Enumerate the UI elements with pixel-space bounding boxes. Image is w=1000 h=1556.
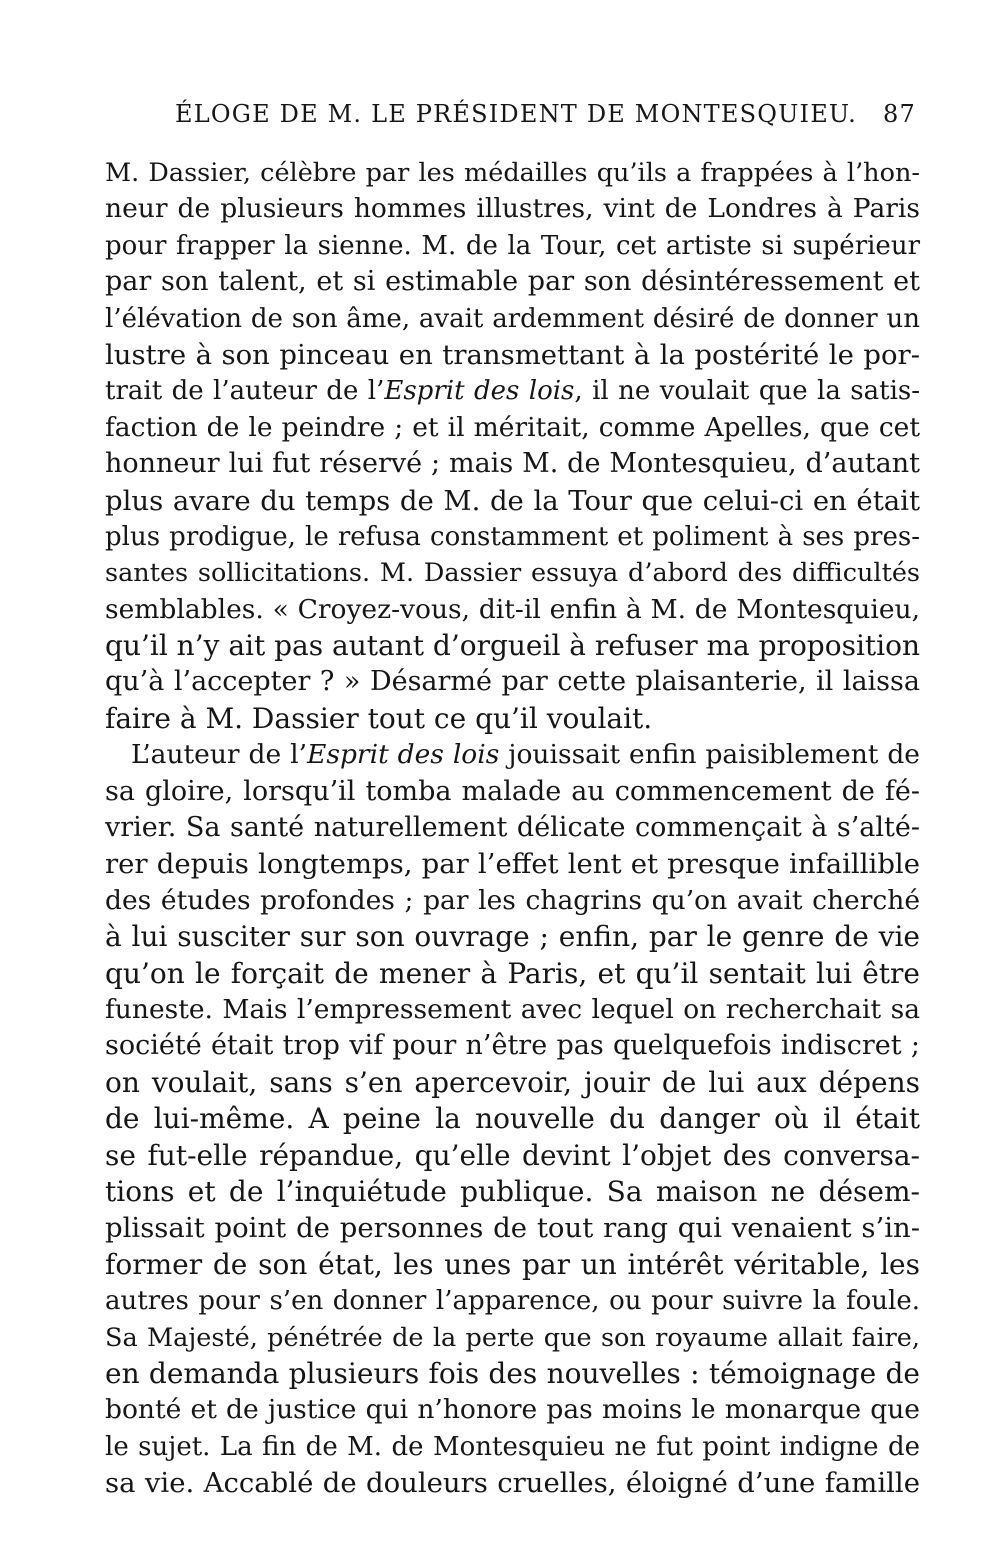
text-line: qu’on le forçait de mener à Paris, et qu’il sentait lui être xyxy=(105,956,920,990)
text-line: le sujet. La fin de M. de Montesquieu ne fut point indigne de xyxy=(105,1431,920,1462)
text-line xyxy=(105,737,920,773)
text-line: autres pour s’en donner l’apparence, ou pour suivre la foule. xyxy=(105,1286,920,1317)
text-line: de lui-même. A peine la nouvelle du danger où il était xyxy=(105,1102,920,1136)
book-title: Esprit des lois xyxy=(307,739,500,771)
book-page xyxy=(105,95,920,1501)
text-line: vrier. Sa santé naturellement délicate commençait à s’alté- xyxy=(105,812,920,844)
text-line: qu’à l’accepter ? » Désarmé par cette plaisanterie, il laissa xyxy=(105,666,920,698)
text-line: santes sollicitations. M. Dassier essuya d’abord des difficultés xyxy=(105,558,920,589)
text-line: par son talent, et si estimable par son désintéressement et xyxy=(105,266,920,298)
text-line: pour frapper la sienne. M. de la Tour, cet artiste si supérieur xyxy=(105,230,920,261)
body-text xyxy=(105,155,920,1501)
text-line: en demanda plusieurs fois des nouvelles : témoignage de xyxy=(105,1356,920,1390)
text-line: sa gloire, lorsqu’il tomba malade au commencement de fé- xyxy=(105,775,920,807)
text-line: lustre à son pinceau en transmettant à la postérité le por- xyxy=(105,338,920,371)
text-segment: jouissait enfin paisiblement de xyxy=(499,739,920,771)
running-title: ÉLOGE DE M. LE PRÉSIDENT DE MONTESQUIEU. xyxy=(175,100,857,128)
running-head xyxy=(105,95,920,135)
text-line: sa vie. Accablé de douleurs cruelles, éloigné d’une famille xyxy=(105,1467,920,1500)
text-line: Sa Majesté, pénétrée de la perte que son royaume allait faire, xyxy=(105,1322,920,1353)
text-line: former de son état, les unes par un intérêt véritable, les xyxy=(105,1247,920,1281)
text-line: on voulait, sans s’en apercevoir, jouir de lui aux dépens xyxy=(105,1065,920,1099)
text-line: l’élévation de son âme, avait ardemment désiré de donner un xyxy=(105,303,920,334)
text-line: plissait point de personnes de tout rang qui venaient s’in- xyxy=(105,1212,920,1245)
text-line: faction de le peindre ; et il méritait, comme Apelles, que cet xyxy=(105,411,920,443)
text-line: M. Dassier, célèbre par les médailles qu’ils a frappées à l’hon- xyxy=(105,158,920,188)
text-line: honneur lui fut réservé ; mais M. de Montesquieu, d’autant xyxy=(105,448,920,480)
book-title: Esprit des lois xyxy=(384,376,575,407)
text-line: semblables. « Croyez-vous, dit-il enfin à M. de Montesquieu, xyxy=(105,593,920,625)
text-line: bonté et de justice qui n’honore pas moins le monarque que xyxy=(105,1394,920,1426)
text-line: à lui susciter sur son ouvrage ; enfin, par le genre de vie xyxy=(105,920,920,954)
text-line: des études profondes ; par les chagrins qu’on avait cherché xyxy=(105,884,920,916)
text-line: rer depuis longtemps, par l’effet lent et presque infaillible xyxy=(105,848,920,881)
text-line: plus prodigue, le refusa constamment et poliment à ses pres- xyxy=(105,521,920,552)
page-number: 87 xyxy=(883,100,916,128)
text-line xyxy=(105,373,920,409)
text-line: se fut-elle répandue, qu’elle devint l’objet des conversa- xyxy=(105,1138,920,1172)
text-segment: L’auteur de l’ xyxy=(131,739,308,771)
text-line: faire à M. Dassier tout ce qu’il voulait. xyxy=(105,701,653,735)
text-line: société était trop vif pour n’être pas quelquefois indiscret ; xyxy=(105,1030,920,1062)
text-segment: trait de l’auteur de l’ xyxy=(105,376,385,407)
text-line: tions et de l’inquiétude publique. Sa maison ne désem- xyxy=(105,1174,920,1208)
text-line: plus avare du temps de M. de la Tour que celui-ci en était xyxy=(105,484,920,517)
text-line: qu’il n’y ait pas autant d’orgueil à refuser ma proposition xyxy=(105,629,920,663)
text-line: funeste. Mais l’empressement avec lequel on recherchait sa xyxy=(105,993,920,1025)
text-segment: , il ne voulait que la satis- xyxy=(574,376,921,407)
text-line: neur de plusieurs hommes illustres, vint de Londres à Paris xyxy=(105,193,920,225)
